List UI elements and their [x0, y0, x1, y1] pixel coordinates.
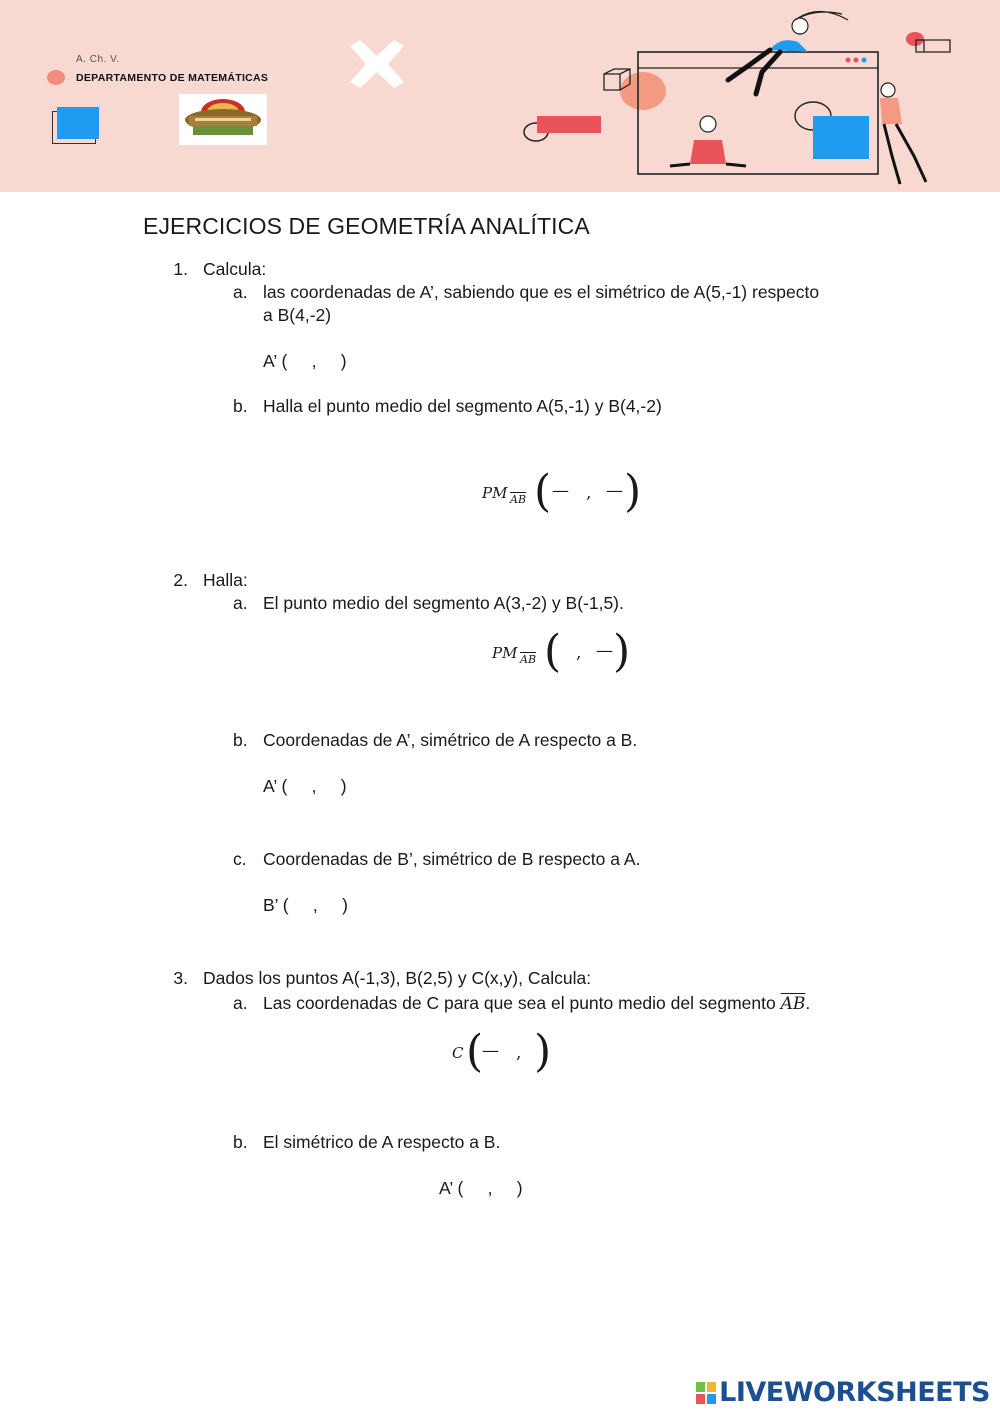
answer-blank-x[interactable]: —: [552, 481, 569, 501]
period: .: [805, 993, 811, 1013]
left-paren: (: [544, 626, 562, 677]
page-title: EJERCICIOS DE GEOMETRÍA ANALÍTICA: [143, 213, 590, 239]
header-banner: [0, 0, 1000, 192]
decorative-box-icon: [914, 36, 954, 56]
school-logo: [179, 94, 267, 145]
answer-blank-y[interactable]: —: [606, 481, 623, 501]
exercise-2c-marker: c.: [233, 849, 247, 869]
left-paren: (: [534, 466, 552, 517]
exercise-1a-answer[interactable]: A’ ( , ): [263, 351, 347, 371]
exercise-1a-marker: a.: [233, 282, 248, 302]
left-paren: (: [466, 1026, 484, 1077]
exercise-1b-midpoint-formula: [482, 466, 642, 520]
exercise-1-number: 1.: [173, 259, 188, 279]
exercise-3b-text: El simétrico de A respecto a B.: [263, 1132, 501, 1152]
decorative-red-bar: [537, 116, 601, 133]
pm-label: PM: [482, 484, 508, 502]
exercise-3a-text: Las coordenadas de C para que sea el punto medio del segmento: [263, 993, 776, 1013]
exercise-1b-marker: b.: [233, 396, 248, 416]
right-paren: ): [613, 626, 631, 677]
exercise-2-label: Halla:: [203, 570, 248, 590]
exercise-2a-marker: a.: [233, 593, 248, 613]
exercise-1a-text-line1: las coordenadas de A’, sabiendo que es el simétrico de A(5,-1) respecto: [263, 282, 820, 302]
exercise-2c-text: Coordenadas de B’, simétrico de B respecto a A.: [263, 849, 641, 869]
answer-blank-y[interactable]: [522, 1038, 534, 1062]
right-paren: ): [624, 466, 642, 517]
comma: ,: [516, 1043, 522, 1063]
liveworksheets-logo-icon: [695, 1381, 717, 1405]
answer-blank-y[interactable]: —: [596, 641, 613, 661]
exercise-2c-answer[interactable]: B’ ( , ): [263, 895, 348, 915]
exercise-2a-text: El punto medio del segmento A(3,-2) y B(-1,5).: [263, 593, 624, 613]
decorative-x-icon: [346, 40, 408, 88]
pm-subscript: $\overline{AB}$: [510, 493, 527, 506]
exercise-2b-marker: b.: [233, 730, 248, 750]
exercise-3a-text-wrap: [263, 992, 810, 1016]
exercise-3a-coordinate-formula: [452, 1026, 552, 1080]
author-initials: A. Ch. V.: [76, 54, 120, 65]
department-name: DEPARTAMENTO DE MATEMÁTICAS: [76, 72, 269, 84]
pm-label: PM: [492, 644, 518, 662]
exercise-3-number: 3.: [173, 968, 188, 988]
decorative-blue-square-right: [813, 116, 869, 159]
decorative-dot: [47, 70, 65, 85]
exercise-3b-marker: b.: [233, 1132, 248, 1152]
exercise-2b-answer[interactable]: A’ ( , ): [263, 776, 347, 796]
comma: ,: [586, 483, 592, 503]
c-label: C: [452, 1044, 464, 1062]
decorative-blue-square: [57, 107, 99, 139]
exercise-3-label: Dados los puntos A(-1,3), B(2,5) y C(x,y), Calcula:: [203, 968, 592, 988]
liveworksheets-brand: LIVEWORKSHEETS: [719, 1377, 990, 1408]
exercise-3b-answer[interactable]: A’ ( , ): [439, 1178, 523, 1198]
answer-blank-x[interactable]: [560, 638, 572, 662]
exercise-1b-text: Halla el punto medio del segmento A(5,-1) y B(4,-2): [263, 396, 662, 416]
answer-blank-x[interactable]: —: [482, 1041, 499, 1061]
exercise-1a-text-line2: a B(4,-2): [263, 305, 332, 325]
pm-subscript: $\overline{AB}$: [520, 653, 537, 666]
comma: ,: [576, 643, 582, 663]
exercise-2b-text: Coordenadas de A’, simétrico de A respecto a B.: [263, 730, 638, 750]
liveworksheets-footer[interactable]: [695, 1377, 990, 1408]
segment-label: $\overline{AB}$: [780, 994, 806, 1014]
exercise-2-number: 2.: [173, 570, 188, 590]
exercise-2a-midpoint-formula: [492, 626, 632, 680]
right-paren: ): [534, 1026, 552, 1077]
exercise-3a-marker: a.: [233, 993, 248, 1013]
exercise-1-label: Calcula:: [203, 259, 267, 279]
